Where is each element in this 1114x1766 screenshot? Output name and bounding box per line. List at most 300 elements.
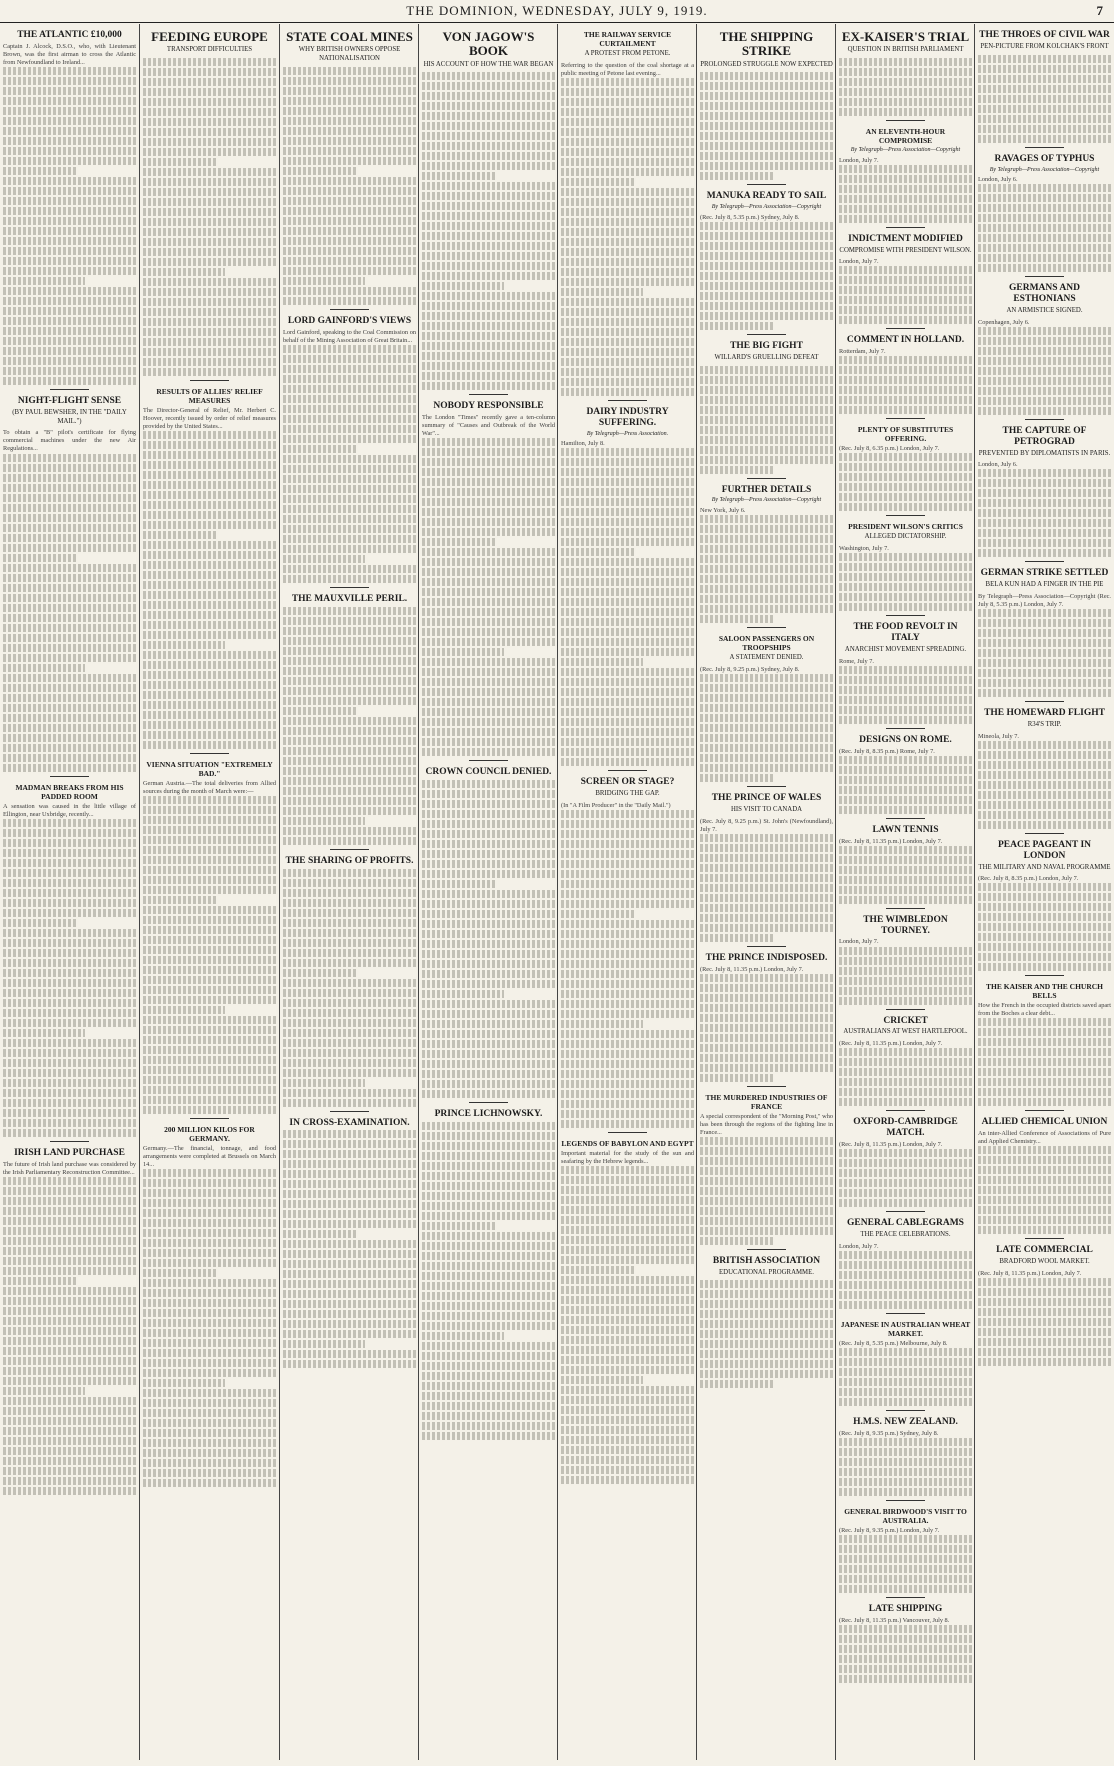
text-line xyxy=(561,1050,694,1058)
article-body-texture xyxy=(283,67,416,305)
text-line xyxy=(700,595,833,603)
text-line xyxy=(839,806,972,814)
article-lead: The London "Times" recently gave a ten-column summary of "Causes and Outbreak of the World War"... xyxy=(422,414,555,438)
text-line xyxy=(561,118,694,126)
text-line xyxy=(143,1429,276,1437)
article-lead: Mineola, July 7. xyxy=(978,732,1019,740)
text-line xyxy=(143,1016,276,1024)
text-line xyxy=(700,684,833,692)
text-line xyxy=(3,989,136,997)
text-line xyxy=(143,208,276,216)
text-line xyxy=(143,1339,276,1347)
text-line xyxy=(283,889,416,897)
text-line xyxy=(700,525,833,533)
text-line xyxy=(422,508,555,516)
text-line xyxy=(700,575,833,583)
text-line xyxy=(143,796,276,804)
text-line xyxy=(283,989,416,997)
text-line xyxy=(3,744,136,752)
article-subheading: ALLEGED DICTATORSHIP. xyxy=(864,533,947,541)
text-line xyxy=(978,214,1111,222)
text-line xyxy=(561,328,694,336)
article-body-texture xyxy=(839,1625,972,1683)
text-line xyxy=(283,67,416,75)
text-line xyxy=(839,453,972,461)
article-lead: (Rec. July 8, 9.35 p.m.) Sydney, July 8. xyxy=(839,1429,939,1437)
article-headline: PRINCE LICHNOWSKY. xyxy=(434,1109,543,1120)
text-line xyxy=(422,678,555,686)
text-line xyxy=(422,548,555,556)
article-body-texture xyxy=(839,553,972,611)
text-line xyxy=(422,880,495,888)
article-body-texture xyxy=(839,1048,972,1106)
text-line xyxy=(561,168,694,176)
text-line xyxy=(3,1019,136,1027)
text-line xyxy=(561,1196,694,1204)
text-line xyxy=(700,222,833,230)
article-headline: LEGENDS OF BABYLON AND EGYPT xyxy=(561,1139,694,1148)
text-line xyxy=(283,1130,416,1138)
text-line xyxy=(143,976,276,984)
text-line xyxy=(422,588,555,596)
article-subheading: A STATEMENT DENIED. xyxy=(729,654,804,662)
text-line xyxy=(283,817,365,825)
text-line xyxy=(283,1160,416,1168)
text-line xyxy=(283,127,416,135)
text-line xyxy=(422,1402,555,1410)
text-line xyxy=(283,727,416,735)
text-line xyxy=(422,1282,555,1290)
text-line xyxy=(283,237,416,245)
text-line xyxy=(839,463,972,471)
article-body-texture xyxy=(700,1280,833,1388)
text-line xyxy=(3,1197,136,1205)
text-line xyxy=(3,77,136,85)
article-lead: Important material for the study of the sun and seafaring by the Hebrew legends... xyxy=(561,1150,694,1166)
text-line xyxy=(839,1358,972,1366)
text-line xyxy=(3,1109,136,1117)
article-body-texture xyxy=(839,1438,972,1496)
text-line xyxy=(839,796,972,804)
article-lead: London, July 7. xyxy=(839,938,879,946)
text-line xyxy=(143,168,276,176)
text-line xyxy=(561,498,694,506)
section-divider xyxy=(190,753,230,754)
text-line xyxy=(839,1665,972,1673)
article-headline: THE KAISER AND THE CHURCH BELLS xyxy=(986,982,1103,1001)
text-line xyxy=(700,396,833,404)
text-line xyxy=(700,162,833,170)
article-headline: DESIGNS ON ROME. xyxy=(859,734,952,745)
text-line xyxy=(283,707,356,715)
article-headline: THE WIMBLEDON TOURNEY. xyxy=(863,914,948,936)
text-line xyxy=(3,1099,136,1107)
article-lead: By Telegraph—Press Association—Copyright (Rec. July 8, 5.35 p.m.) London, July 7. xyxy=(978,593,1111,609)
page-number: 7 xyxy=(1096,3,1104,18)
text-line xyxy=(3,684,136,692)
text-line xyxy=(978,771,1111,779)
text-line xyxy=(422,528,555,536)
text-line xyxy=(422,980,555,988)
article-body-texture xyxy=(978,1146,1111,1234)
text-line xyxy=(839,386,972,394)
text-line xyxy=(143,248,276,256)
text-line xyxy=(978,1298,1111,1306)
text-line xyxy=(143,1409,276,1417)
text-line xyxy=(561,208,694,216)
text-line xyxy=(700,984,833,992)
text-line xyxy=(700,1044,833,1052)
column-3 xyxy=(280,24,419,1760)
text-line xyxy=(422,232,555,240)
text-line xyxy=(839,296,972,304)
article-headline: IRISH LAND PURCHASE xyxy=(14,1147,125,1158)
text-line xyxy=(283,385,416,393)
text-line xyxy=(283,1200,416,1208)
text-line xyxy=(839,1625,972,1633)
text-line xyxy=(422,1040,555,1048)
text-line xyxy=(839,1655,972,1663)
text-line xyxy=(561,830,694,838)
text-line xyxy=(3,484,136,492)
text-line xyxy=(422,202,555,210)
article-body-texture xyxy=(700,1137,833,1245)
text-line xyxy=(143,198,276,206)
text-line xyxy=(978,224,1111,232)
article-headline: THE PRINCE INDISPOSED. xyxy=(705,952,828,963)
text-line xyxy=(978,751,1111,759)
text-line xyxy=(3,117,136,125)
text-line xyxy=(561,1020,643,1028)
text-line xyxy=(561,708,694,716)
section-divider xyxy=(469,1102,509,1103)
text-line xyxy=(422,1372,555,1380)
text-line xyxy=(143,866,276,874)
text-line xyxy=(3,347,136,355)
text-line xyxy=(422,1362,555,1370)
text-line xyxy=(283,1240,416,1248)
article-body-texture xyxy=(978,609,1111,697)
text-line xyxy=(978,499,1111,507)
text-line xyxy=(561,368,694,376)
text-line xyxy=(839,1261,972,1269)
article-body-texture xyxy=(143,1169,276,1487)
article-lead: Captain J. Alcock, D.S.O., who, with Lieutenant Brown, was the first airman to cross the Atlantic from Newfoundland to Ireland... xyxy=(3,42,136,67)
article-subheading: PREVENTED BY DIPLOMATISTS IN PARIS. xyxy=(978,449,1111,457)
text-line xyxy=(700,605,833,613)
article-headline: GENERAL CABLEGRAMS xyxy=(847,1218,964,1229)
text-line xyxy=(143,946,276,954)
text-line xyxy=(283,1340,365,1348)
text-line xyxy=(422,272,555,280)
text-line xyxy=(283,807,416,815)
text-line xyxy=(143,551,276,559)
text-line xyxy=(700,292,833,300)
article-lead: (Rec. July 8, 11.35 p.m.) Vancouver, July 8. xyxy=(839,1616,950,1624)
text-line xyxy=(700,112,833,120)
text-line xyxy=(143,1329,276,1337)
text-line xyxy=(422,748,555,756)
text-line xyxy=(3,514,136,522)
article-lead: (Rec. July 8, 11.35 p.m.) London, July 7. xyxy=(978,1270,1082,1278)
text-line xyxy=(422,920,555,928)
section-divider xyxy=(747,334,787,335)
article-headline: ALLIED CHEMICAL UNION xyxy=(981,1117,1108,1128)
text-line xyxy=(700,1034,833,1042)
text-line xyxy=(422,82,555,90)
text-line xyxy=(422,990,504,998)
article-body-texture xyxy=(978,1278,1111,1366)
text-line xyxy=(3,999,136,1007)
text-line xyxy=(143,1259,276,1267)
text-line xyxy=(839,1478,972,1486)
text-line xyxy=(283,525,416,533)
section-divider xyxy=(50,1141,90,1142)
wire-credit: By Telegraph—Press Association. xyxy=(586,430,669,437)
article-subheading: PROLONGED STRUGGLE NOW EXPECTED xyxy=(700,60,833,68)
text-line xyxy=(978,85,1111,93)
text-line xyxy=(978,1146,1111,1154)
text-line xyxy=(978,1206,1111,1214)
text-line xyxy=(839,276,972,284)
text-line xyxy=(422,1090,555,1098)
section-divider xyxy=(886,328,926,329)
text-line xyxy=(978,1348,1111,1356)
text-line xyxy=(283,1029,416,1037)
text-line xyxy=(3,127,136,135)
text-line xyxy=(978,1098,1111,1106)
article-headline: IN CROSS-EXAMINATION. xyxy=(289,1117,410,1128)
article-headline: THE SHARING OF PROFITS. xyxy=(285,855,414,866)
text-line xyxy=(422,940,555,948)
text-line xyxy=(978,791,1111,799)
article-subheading: BELA KUN HAD A FINGER IN THE PIE xyxy=(985,581,1104,589)
text-line xyxy=(283,207,416,215)
text-line xyxy=(3,1217,136,1225)
text-line xyxy=(561,1466,694,1474)
text-line xyxy=(143,451,276,459)
article-subheading: BRADFORD WOOL MARKET. xyxy=(999,1258,1090,1266)
text-line xyxy=(839,786,972,794)
text-line xyxy=(283,515,416,523)
text-line xyxy=(143,611,276,619)
article-body-texture xyxy=(561,810,694,1128)
section-divider xyxy=(886,818,926,819)
text-line xyxy=(839,1281,972,1289)
section-divider xyxy=(1025,147,1065,148)
text-line xyxy=(700,406,833,414)
text-line xyxy=(700,894,833,902)
section-divider xyxy=(330,1111,370,1112)
article-body-texture xyxy=(283,869,416,1107)
text-line xyxy=(283,277,365,285)
text-line xyxy=(561,388,694,396)
text-line xyxy=(839,686,972,694)
text-line xyxy=(561,588,694,596)
text-line xyxy=(422,800,555,808)
article-subheading: QUESTION IN BRITISH PARLIAMENT xyxy=(847,46,964,54)
text-line xyxy=(422,658,555,666)
text-line xyxy=(839,696,972,704)
text-line xyxy=(422,162,555,170)
text-line xyxy=(978,397,1111,405)
text-line xyxy=(700,515,833,523)
text-line xyxy=(978,347,1111,355)
text-line xyxy=(3,1457,136,1465)
text-line xyxy=(700,974,833,982)
text-line xyxy=(3,167,76,175)
text-line xyxy=(561,78,694,86)
text-line xyxy=(561,288,643,296)
text-line xyxy=(143,1046,276,1054)
text-line xyxy=(283,345,416,353)
text-line xyxy=(561,728,694,736)
text-line xyxy=(283,999,416,1007)
text-line xyxy=(3,1129,136,1137)
text-line xyxy=(283,217,416,225)
text-line xyxy=(422,1302,555,1310)
text-line xyxy=(839,58,972,66)
section-divider xyxy=(886,1009,926,1010)
text-line xyxy=(143,1399,276,1407)
text-line xyxy=(700,1320,833,1328)
text-line xyxy=(561,668,694,676)
text-line xyxy=(839,286,972,294)
text-line xyxy=(978,1278,1111,1286)
column-5 xyxy=(558,24,697,1760)
article-subheading: THE MILITARY AND NAVAL PROGRAMME xyxy=(978,863,1111,871)
text-line xyxy=(3,187,136,195)
text-line xyxy=(143,846,276,854)
article-lead: (Rec. July 8, 11.35 p.m.) London, July 7. xyxy=(839,1141,943,1149)
text-line xyxy=(839,593,972,601)
text-line xyxy=(3,714,136,722)
article-body-texture xyxy=(700,222,833,330)
text-line xyxy=(978,234,1111,242)
text-line xyxy=(839,1448,972,1456)
text-line xyxy=(561,1456,694,1464)
text-line xyxy=(700,1074,773,1082)
text-line xyxy=(3,1237,136,1245)
text-line xyxy=(978,204,1111,212)
text-line xyxy=(978,943,1111,951)
article-headline: PEACE PAGEANT IN LONDON xyxy=(997,839,1092,861)
text-line xyxy=(143,461,276,469)
wire-credit: By Telegraph—Press Association—Copyright xyxy=(989,166,1100,173)
text-line xyxy=(978,1288,1111,1296)
text-line xyxy=(3,1287,136,1295)
text-line xyxy=(978,741,1111,749)
text-line xyxy=(422,1080,555,1088)
text-line xyxy=(839,1468,972,1476)
text-line xyxy=(561,1416,694,1424)
text-line xyxy=(978,1058,1111,1066)
text-line xyxy=(3,1039,136,1047)
text-line xyxy=(3,1477,136,1485)
text-line xyxy=(700,242,833,250)
text-line xyxy=(283,87,416,95)
text-line xyxy=(143,1479,276,1487)
text-line xyxy=(143,1076,276,1084)
text-line xyxy=(422,182,555,190)
text-line xyxy=(283,637,416,645)
text-line xyxy=(561,880,694,888)
text-line xyxy=(561,198,694,206)
text-line xyxy=(143,1309,276,1317)
text-line xyxy=(3,634,136,642)
text-line xyxy=(143,561,276,569)
text-line xyxy=(422,1432,555,1440)
article-body-texture xyxy=(700,674,833,782)
article-body-texture xyxy=(283,345,416,583)
article-body-texture xyxy=(422,780,555,1098)
text-line xyxy=(561,218,694,226)
text-line xyxy=(143,661,276,669)
text-line xyxy=(3,494,136,502)
text-line xyxy=(422,142,555,150)
text-line xyxy=(3,157,136,165)
text-line xyxy=(283,959,416,967)
text-line xyxy=(839,185,972,193)
wire-credit: By Telegraph—Press Association—Copyright xyxy=(850,146,961,153)
text-line xyxy=(561,1436,694,1444)
text-line xyxy=(283,1280,416,1288)
text-line xyxy=(3,177,136,185)
article-body-texture xyxy=(561,78,694,396)
text-line xyxy=(978,549,1111,557)
text-line xyxy=(422,1020,555,1028)
text-line xyxy=(3,534,136,542)
section-divider xyxy=(1025,1238,1065,1239)
text-line xyxy=(978,913,1111,921)
article-headline: NIGHT-FLIGHT SENSE xyxy=(17,396,122,407)
text-line xyxy=(700,1380,773,1388)
article-body-texture xyxy=(839,266,972,324)
text-line xyxy=(422,152,555,160)
article-subheading: HIS VISIT TO CANADA xyxy=(730,805,803,813)
article-body-texture xyxy=(700,974,833,1082)
section-divider xyxy=(50,776,90,777)
text-line xyxy=(561,538,694,546)
text-line xyxy=(561,1276,694,1284)
text-line xyxy=(143,1086,276,1094)
article-headline: LATE COMMERCIAL xyxy=(996,1245,1093,1256)
text-line xyxy=(978,327,1111,335)
text-line xyxy=(3,574,136,582)
article-body-texture xyxy=(839,165,972,223)
article-lead: New York, July 6. xyxy=(700,507,746,515)
text-line xyxy=(978,95,1111,103)
article-subheading: WHY BRITISH OWNERS OPPOSE NATIONALISATION xyxy=(298,46,401,62)
text-line xyxy=(978,115,1111,123)
text-line xyxy=(561,1266,634,1274)
text-line xyxy=(422,1152,555,1160)
text-line xyxy=(283,1270,416,1278)
text-line xyxy=(561,558,694,566)
text-line xyxy=(978,781,1111,789)
text-line xyxy=(561,1176,694,1184)
section-divider xyxy=(50,389,90,390)
article-headline: PLENTY OF SUBSTITUTES OFFERING. xyxy=(857,425,954,444)
article-lead: A special correspondent of the "Morning Post," who has been through the regions of the fighting line in France... xyxy=(700,1112,833,1136)
text-line xyxy=(283,555,365,563)
article-lead: The Director-General of Relief, Mr. Herbert C. Hoover, recently issued by order of relief measures provided by the United States... xyxy=(143,406,276,431)
text-line xyxy=(3,217,136,225)
text-line xyxy=(700,914,833,922)
article-headline: MANUKA READY TO SAIL xyxy=(706,191,827,202)
article-lead: Rotterdam, July 7. xyxy=(839,348,886,356)
text-line xyxy=(143,541,276,549)
